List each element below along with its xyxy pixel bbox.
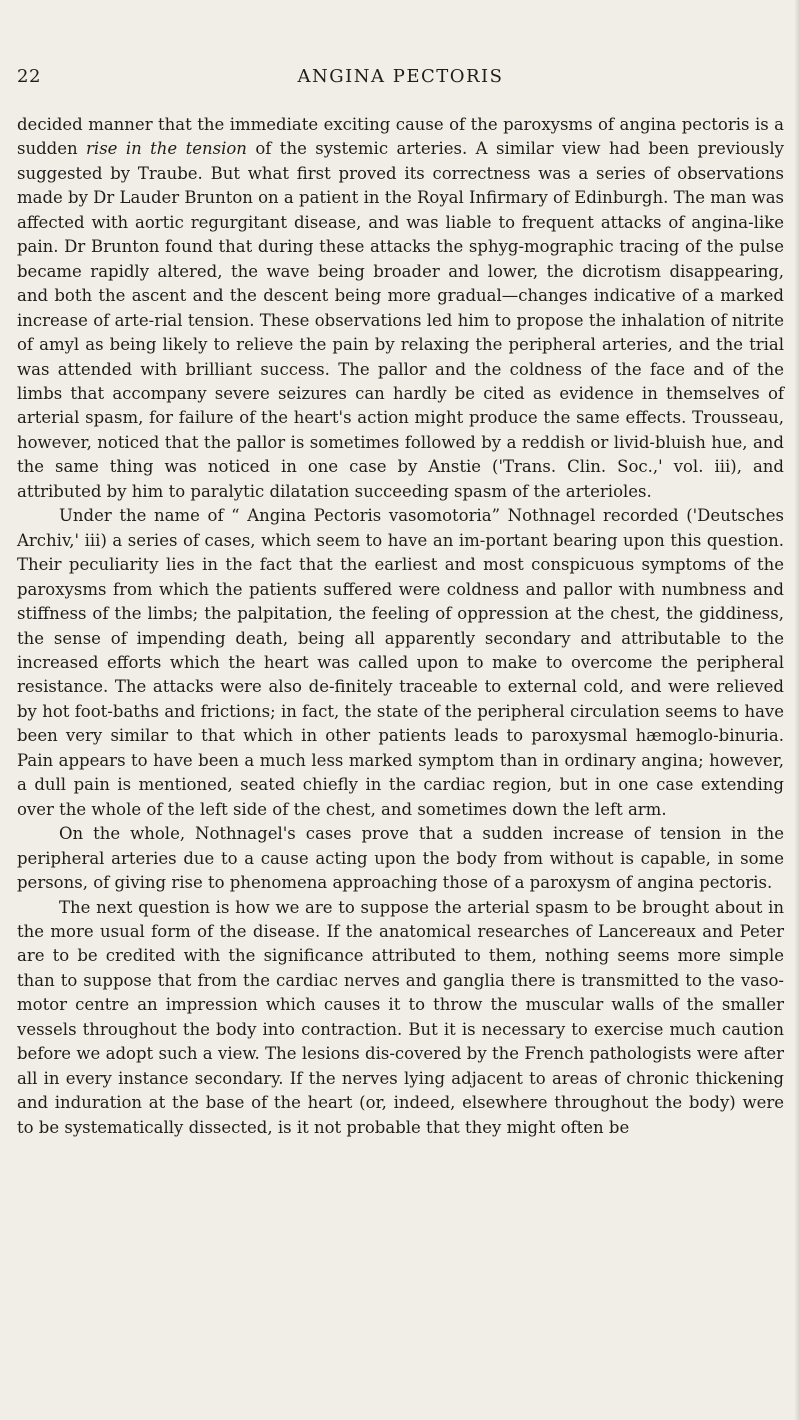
- paragraph-1: [17, 113, 784, 504]
- body-text: [17, 113, 784, 1140]
- paragraph-4: The next question is how we are to suppose the arterial spasm to be brought about in the more usual form of the disease. If the anatomical researches of Lancereaux and Peter are to be credited with the significance attributed to them, nothing seems more simple than to suppose that from the cardiac nerves and ganglia there is transmitted to the vaso-motor centre an impression which causes it to throw the muscular walls of the smaller vessels throughout the body into contraction. But it is necessary to exercise much caution before we adopt such a view. The lesions dis-covered by the French pathologists were after all in every instance secondary. If the nerves lying adjacent to areas of chronic thickening and induration at the base of the heart (or, indeed, elsewhere throughout the body) were to be systematically dissected, is it not probable that they might often be: [17, 897, 784, 1137]
- running-head: ANGINA PECTORIS: [297, 66, 504, 87]
- paragraph-3: On the whole, Nothnagel's cases prove that a sudden increase of tension in the peripheral arteries due to a cause acting upon the body from without is capable, in some persons, of giving rise to phenomena approaching those of a paroxysm of angina pectoris.: [17, 824, 784, 893]
- paragraph-2: Under the name of “ Angina Pectoris vasomotoria” Nothnagel recorded ('Deutsches Archiv,' iii) a series of cases, which seem to have an im-portant bearing upon this question. Their peculiarity lies in the fact that the earliest and most conspicuous symptoms of the paroxysms from which the patients suffered were coldness and pallor with numbness and stiffness of the limbs; the palpitation, the feeling of oppression at the chest, the giddiness, the sense of impending death, being all apparently secondary and attributable to the increased efforts which the heart was called upon to make to overcome the peripheral resistance. The attacks were also de-finitely traceable to external cold, and were relieved by hot foot-baths and frictions; in fact, the state of the peripheral circulation seems to have been very similar to that which in other patients leads to paroxysmal hæmoglo-binuria. Pain appears to have been a much less marked symptom than in ordinary angina; however, a dull pain is mentioned, seated chiefly in the cardiac region, but in one case extending over the whole of the left side of the chest, and sometimes down the left arm.: [17, 506, 784, 819]
- paragraph-1-text-a: decided manner that the immediate exciting cause of the paroxysms of angina pectoris is a sudden: [17, 115, 784, 159]
- page-header: [17, 66, 784, 92]
- page-edge-shadow: [794, 0, 800, 1420]
- page-number: 22: [17, 66, 41, 87]
- paragraph-1-text-b: of the systemic arteries. A similar view had been previously suggested by Traube. But what first proved its correctness was a series of observations made by Dr Lauder Brunton on a patient in the Royal Infirmary of Edinburgh. The man was affected with aortic regurgitant disease, and was liable to frequent attacks of angina-like pain. Dr Brunton found that during these attacks the sphyg-mographic tracing of the pulse became rapidly altered, the wave being broader and lower, the dicrotism disappearing, and both the ascent and the descent being more gradual—changes indicative of a marked increase of arte-rial tension. These observations led him to propose the inhalation of nitrite of amyl as being likely to relieve the pain by relaxing the peripheral arteries, and the trial was attended with brilliant success. The pallor and the coldness of the face and of the limbs that accompany severe seizures can hardly be cited as evidence in themselves of arterial spasm, for failure of the heart's action might produce the same effects. Trousseau, however, noticed that the pallor is sometimes followed by a reddish or livid-bluish hue, and the same thing was noticed in one case by Anstie ('Trans. Clin. Soc.,' vol. iii), and attributed by him to paralytic dilatation succeeding spasm of the arterioles.: [17, 139, 784, 501]
- paragraph-1-italic-phrase: rise in the tension: [86, 139, 247, 159]
